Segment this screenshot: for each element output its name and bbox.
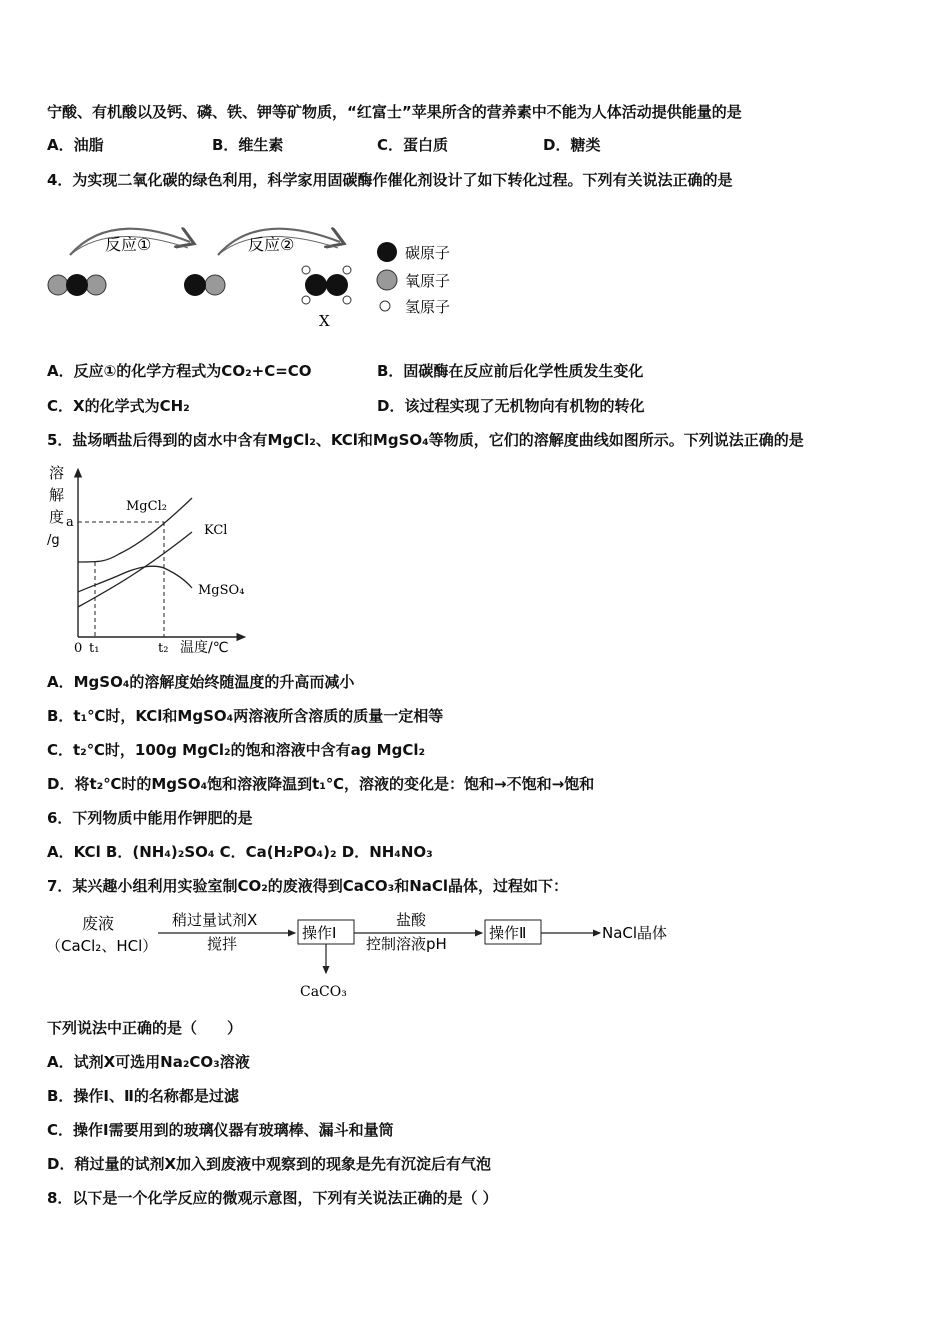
q4-stem: 4．为实现二氧化碳的绿色利用，科学家用固碳酶作催化剂设计了如下转化过程。下列有关说法正确的是 xyxy=(47,171,733,189)
flow-end: NaCl晶体 xyxy=(602,924,668,942)
q6-stem: 6．下列物质中能用作钾肥的是 xyxy=(47,809,253,827)
q7-option-b: B．操作Ⅰ、Ⅱ的名称都是过滤 xyxy=(47,1087,239,1105)
flow-op2: 操作Ⅱ xyxy=(489,924,527,942)
q6-options: A．KCl B．(NH₄)₂SO₄ C．Ca(H₂PO₄)₂ D．NH₄NO₃ xyxy=(47,843,433,861)
q7-option-a: A．试剂X可选用Na₂CO₃溶液 xyxy=(47,1053,250,1071)
q3-option-a: A．油脂 xyxy=(47,136,104,154)
q5-stem: 5．盐场晒盐后得到的卤水中含有MgCl₂、KCl和MgSO₄等物质，它们的溶解度曲线如图所示。下列说法正确的是 xyxy=(47,431,804,449)
chart-label-a: a xyxy=(66,515,74,530)
flow-arrow2-top: 盐酸 xyxy=(396,911,427,929)
flow-start-1: 废液 xyxy=(82,914,115,933)
chart-ylabel-1: 溶 xyxy=(49,464,65,482)
reaction1-label: 反应① xyxy=(105,235,152,254)
q7-option-d: D．稍过量的试剂X加入到废液中观察到的现象是先有沉淀后有气泡 xyxy=(47,1155,492,1173)
chart-tick-t1: t₁ xyxy=(89,641,100,656)
chart-label-kcl: KCl xyxy=(204,523,228,538)
flow-down: CaCO₃ xyxy=(300,984,347,1000)
chart-ylabel-4: /g xyxy=(47,533,60,548)
chart-label-mgso4: MgSO₄ xyxy=(198,583,245,598)
legend-hydrogen-icon xyxy=(380,301,390,311)
chart-origin: 0 xyxy=(74,641,83,656)
chart-ylabel-2: 解 xyxy=(49,486,65,504)
x-label: X xyxy=(319,312,330,330)
q4-reaction-diagram xyxy=(40,210,480,335)
legend-oxygen-icon xyxy=(377,270,397,290)
q4-option-d: D．该过程实现了无机物向有机物的转化 xyxy=(377,397,645,415)
q7-option-c: C．操作I需要用到的玻璃仪器有玻璃棒、漏斗和量筒 xyxy=(47,1121,394,1139)
q5-option-d: D．将t₂℃时的MgSO₄饱和溶液降温到t₁℃，溶液的变化是：饱和→不饱和→饱和 xyxy=(47,775,595,793)
q7-stem: 7．某兴趣小组利用实验室制CO₂的废液得到CaCO₃和NaCl晶体，过程如下： xyxy=(47,877,569,895)
q3-option-c: C．蛋白质 xyxy=(377,136,449,154)
q7-prompt: 下列说法中正确的是（ ） xyxy=(47,1019,243,1037)
chart-ylabel-3: 度 xyxy=(49,508,65,526)
flow-op1: 操作Ⅰ xyxy=(302,924,337,942)
q5-option-a: A．MgSO₄的溶解度始终随温度的升高而减小 xyxy=(47,673,355,691)
legend-hydrogen-label: 氢原子 xyxy=(405,298,451,316)
q3-option-b: B．维生素 xyxy=(212,136,284,154)
q3-option-d: D．糖类 xyxy=(543,136,601,154)
legend xyxy=(377,242,450,316)
reaction2-label: 反应② xyxy=(248,235,295,254)
q3-stem-tail: 宁酸、有机酸以及钙、磷、铁、钾等矿物质，“红富士”苹果所含的营养素中不能为人体活动提供能量的是 xyxy=(47,103,742,121)
q4-option-c: C．X的化学式为CH₂ xyxy=(47,397,190,415)
q8-stem: 8．以下是一个化学反应的微观示意图，下列有关说法正确的是（ ） xyxy=(47,1189,498,1207)
legend-carbon-label: 碳原子 xyxy=(405,244,451,262)
q4-option-b: B．固碳酶在反应前后化学性质发生变化 xyxy=(377,362,644,380)
x-molecule xyxy=(302,266,351,304)
flow-arrow2-bottom: 控制溶液pH xyxy=(366,935,447,953)
legend-carbon-icon xyxy=(377,242,397,262)
flow-arrow1-bottom: 搅拌 xyxy=(207,935,238,953)
co2-molecule xyxy=(48,274,106,296)
flow-arrow1-top: 稍过量试剂X xyxy=(172,911,258,929)
q4-option-a: A．反应①的化学方程式为CO₂+C=CO xyxy=(47,362,312,380)
chart-label-mgcl2: MgCl₂ xyxy=(126,499,167,514)
flow-start-2: （CaCl₂、HCl） xyxy=(46,937,158,955)
q5-option-c: C．t₂℃时，100g MgCl₂的饱和溶液中含有ag MgCl₂ xyxy=(47,741,426,759)
q5-solubility-chart xyxy=(44,462,254,657)
chart-tick-t2: t₂ xyxy=(158,641,169,656)
chart-xlabel: 温度/℃ xyxy=(180,640,229,656)
co-molecule xyxy=(184,274,225,296)
q7-flow-diagram xyxy=(40,905,690,1005)
q5-option-b: B．t₁℃时，KCl和MgSO₄两溶液所含溶质的质量一定相等 xyxy=(47,707,444,725)
legend-oxygen-label: 氧原子 xyxy=(405,272,451,290)
